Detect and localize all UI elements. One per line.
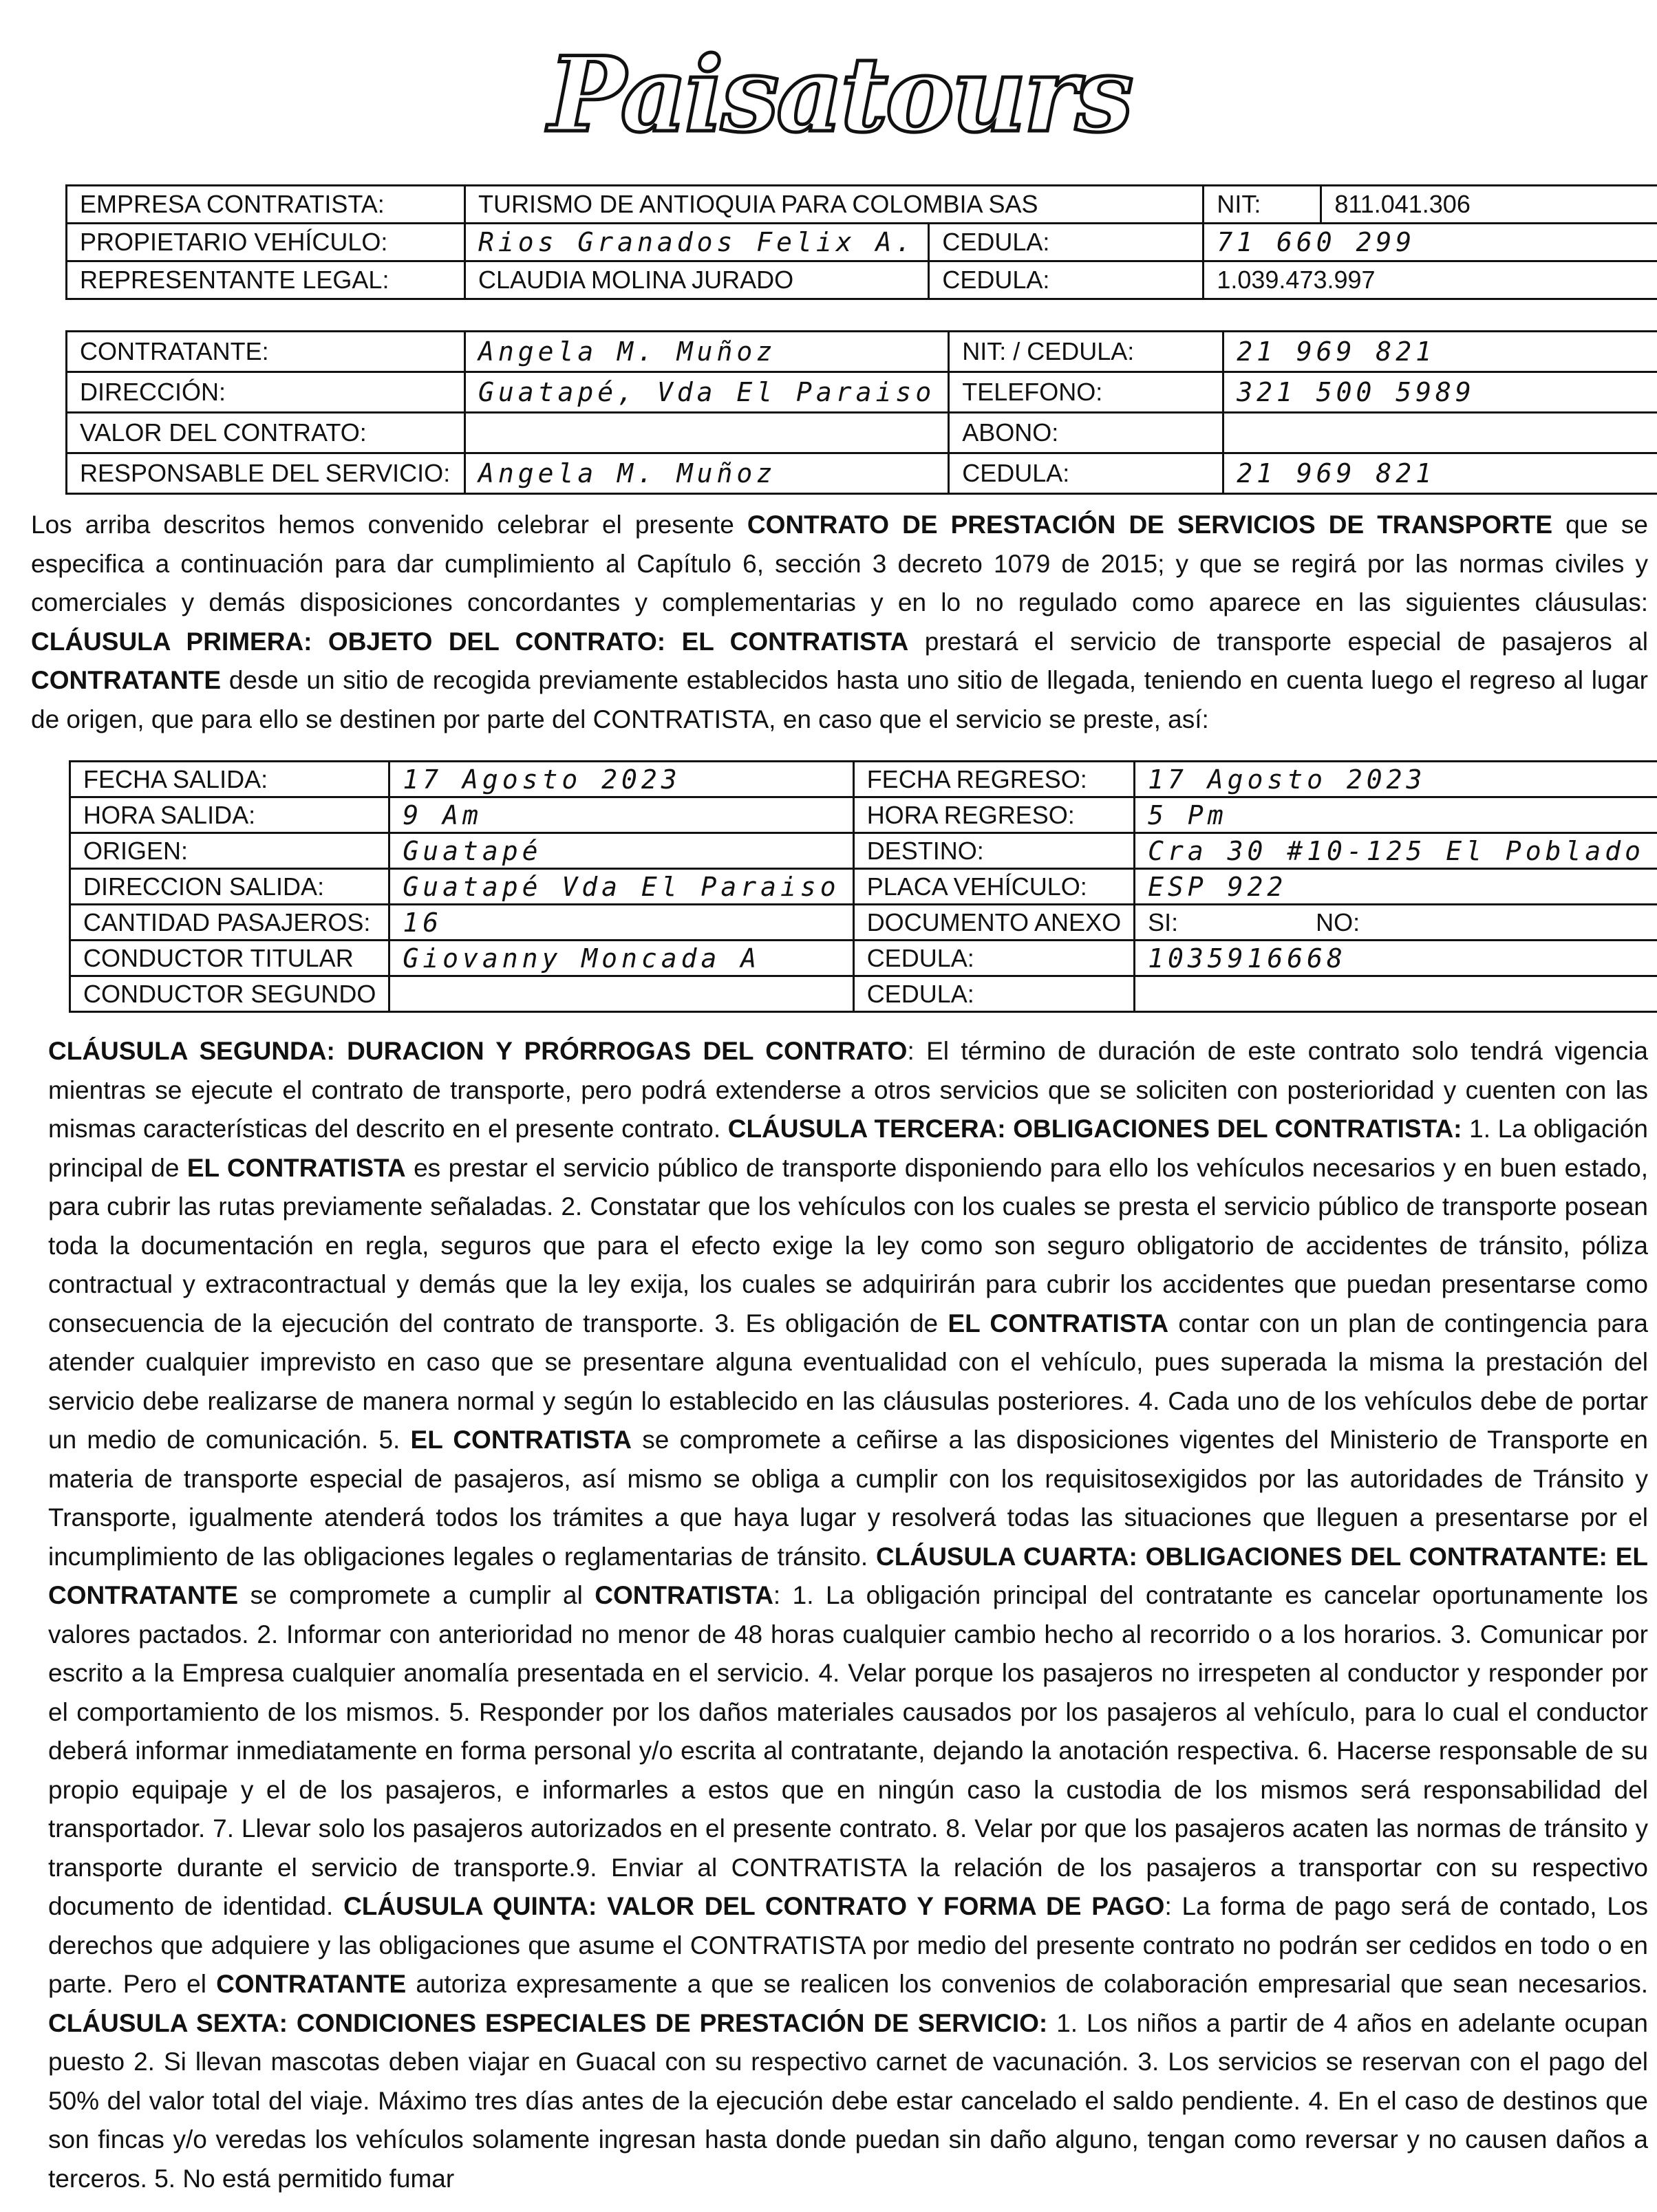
company-info-table	[65, 184, 1657, 300]
field-label: NIT: / CEDULA:	[949, 332, 1223, 372]
bold-text-segment: CLÁUSULA PRIMERA: OBJETO DEL CONTRATO: EL CONTRATISTA	[31, 627, 909, 656]
table-row	[67, 332, 1657, 372]
field-label: DOCUMENTO ANEXO	[853, 905, 1134, 941]
handwritten-value: 9 Am	[389, 797, 853, 833]
text-segment: es prestar el servicio público de transporte disponiendo para ello los vehículos necesarios y en buen estado, para cubrir las rutas previamente señaladas. 2. Constatar que los vehículos con los cuales se presta el servicio público de transporte posean toda la documentación en regla, seguros que para el efecto exige la ley como son seguro obligatorio de accidentes de tránsito, póliza contractual y extracontractual y demás que la ley exija, los cuales se adquirirán para cubrir los accidentes que puedan presentarse como consecuencia de la ejecución del contrato de transporte. 3. Es obligación de	[48, 1153, 1648, 1338]
text-segment: prestará el servicio de transporte especial de pasajeros al	[908, 627, 1648, 656]
field-label: DIRECCIÓN:	[67, 372, 465, 413]
field-label: CONDUCTOR TITULAR	[70, 941, 389, 976]
field-value: TURISMO DE ANTIOQUIA PARA COLOMBIA SAS	[465, 186, 1204, 224]
bold-text-segment: CLÁUSULA QUINTA: VALOR DEL CONTRATO Y FORMA DE PAGO	[343, 1892, 1165, 1920]
handwritten-value	[1223, 413, 1657, 453]
handwritten-value: Guatapé, Vda El Paraiso	[465, 372, 949, 413]
field-label: TELEFONO:	[949, 372, 1223, 413]
field-label: REPRESENTANTE LEGAL:	[67, 261, 465, 299]
bold-text-segment: CONTRATANTE	[31, 666, 222, 694]
handwritten-value: Rios Granados Felix A.	[465, 224, 929, 261]
table-row	[67, 453, 1657, 494]
table-row	[67, 186, 1657, 224]
bold-text-segment: CONTRATO DE PRESTACIÓN DE SERVICIOS DE TRANSPORTE	[747, 511, 1553, 539]
logo-wordmark: Paisatours	[548, 34, 1131, 155]
company-logo	[544, 21, 1135, 165]
bold-text-segment: CLÁUSULA SEXTA: CONDICIONES ESPECIALES DE PRESTACIÓN DE SERVICIO:	[48, 2008, 1048, 2037]
handwritten-value: 21 969 821	[1223, 332, 1657, 372]
field-label: CEDULA:	[853, 976, 1134, 1012]
nit-cell	[1204, 186, 1657, 224]
bold-text-segment: CLÁUSULA TERCERA: OBLIGACIONES DEL CONTRATISTA:	[727, 1115, 1462, 1143]
intro-paragraph	[31, 506, 1648, 739]
handwritten-value: 321 500 5989	[1223, 372, 1657, 413]
bold-text-segment: CONTRATANTE	[216, 1970, 407, 1998]
field-label: CEDULA:	[929, 261, 1204, 299]
text-segment: se compromete a ceñirse a las disposiciones vigentes del Ministerio de Transporte en materia de transporte especial de pasajeros, así mismo se obliga a cumplir con los requisitosexigidos por las autoridades de Tránsito y Transporte, igualmente atenderá todos los trámites a que haya lugar y resolverá todas las situaciones que lleguen a presentarse por el incumplimiento de las obligaciones legales o reglamentarias de tránsito.	[48, 1426, 1648, 1571]
field-label: ABONO:	[949, 413, 1223, 453]
handwritten-value: Guatapé Vda El Paraiso	[389, 869, 853, 905]
text-segment: 1. Los niños a partir de 4 años en adelante ocupan puesto 2. Si llevan mascotas deben viajar en Guacal con su respectivo carnet de vacunación. 3. Los servicios se reservan con el pago del 50% del valor total del viaje. Máximo tres días antes de la ejecución debe estar cancelado el saldo pendiente. 4. En el caso de destinos que son fincas y/o veredas los vehículos solamente ingresan hasta donde puedan sin daño alguno, tengan como reversar y no causen daños a terceros. 5. No está permitido fumar	[48, 2008, 1648, 2193]
client-info-table	[65, 330, 1657, 495]
field-label: FECHA SALIDA:	[70, 762, 389, 797]
field-label: PROPIETARIO VEHÍCULO:	[67, 224, 465, 261]
field-label: HORA REGRESO:	[853, 797, 1134, 833]
bold-text-segment: CONTRATISTA	[595, 1581, 773, 1609]
field-label: CEDULA:	[853, 941, 1134, 976]
table-row	[70, 797, 1657, 833]
text-segment: 1. La obligación principal de	[48, 1115, 1648, 1182]
handwritten-value: Cra 30 #10-125 El Poblado	[1135, 833, 1657, 869]
handwritten-value: 71 660 299	[1204, 224, 1657, 261]
field-label: DIRECCION SALIDA:	[70, 869, 389, 905]
trip-details-table	[69, 760, 1657, 1013]
bold-text-segment: CLÁUSULA SEGUNDA: DURACION Y PRÓRROGAS DEL CONTRATO	[48, 1037, 908, 1065]
table-row	[70, 941, 1657, 976]
handwritten-value: Giovanny Moncada A	[389, 941, 853, 976]
text-segment: : El término de duración de este contrato solo tendrá vigencia mientras se ejecute el contrato de transporte, pero podrá extenderse a otros servicios que se soliciten con posterioridad y cuenten con las mismas características del descrito en el presente contrato.	[48, 1037, 1648, 1143]
handwritten-value: 1035916668	[1135, 941, 1657, 976]
table-row	[67, 413, 1657, 453]
field-label: CONTRATANTE:	[67, 332, 465, 372]
text-segment: se compromete a cumplir al	[238, 1581, 595, 1609]
table-row	[67, 224, 1657, 261]
handwritten-value: 21 969 821	[1223, 453, 1657, 494]
handwritten-value: 17 Agosto 2023	[389, 762, 853, 797]
field-value: 1.039.473.997	[1204, 261, 1657, 299]
field-label: DESTINO:	[853, 833, 1134, 869]
field-label: VALOR DEL CONTRATO:	[67, 413, 465, 453]
handwritten-value: SI: NO:	[1135, 905, 1657, 941]
text-segment: que se especifica a continuación para dar cumplimiento al Capítulo 6, sección 3 decreto 1079 de 2015; y que se regirá por las normas civiles y comerciales y demás disposiciones concordantes y complementarias y en lo no regulado como aparece en las siguientes cláusulas:	[31, 511, 1649, 616]
text-segment: desde un sitio de recogida previamente establecidos hasta uno sitio de llegada, teniendo en cuenta luego el regreso al lugar de origen, que para ello se destinen por parte del CONTRATISTA, en caso que el servicio se preste, así:	[31, 666, 1648, 733]
text-segment: Los arriba descritos hemos convenido celebrar el presente	[31, 511, 747, 539]
bold-text-segment: CLÁUSULA CUARTA: OBLIGACIONES DEL CONTRATANTE: EL CONTRATANTE	[48, 1542, 1648, 1609]
handwritten-value: Guatapé	[389, 833, 853, 869]
text-segment: : La forma de pago será de contado, Los derechos que adquiere y las obligaciones que asume el CONTRATISTA por medio del presente contrato no podrán ser cedidos en todo o en parte. Pero el	[48, 1892, 1649, 1998]
handwritten-value: Angela M. Muñoz	[465, 332, 949, 372]
field-value: 811.041.306	[1334, 190, 1471, 218]
table-row	[67, 372, 1657, 413]
field-label: CONDUCTOR SEGUNDO	[70, 976, 389, 1012]
field-label: HORA SALIDA:	[70, 797, 389, 833]
table-row	[70, 869, 1657, 905]
handwritten-value: 17 Agosto 2023	[1135, 762, 1657, 797]
field-label: FECHA REGRESO:	[853, 762, 1134, 797]
table-row	[70, 833, 1657, 869]
table-row	[70, 762, 1657, 797]
field-value: CLAUDIA MOLINA JURADO	[465, 261, 929, 299]
handwritten-value: Angela M. Muñoz	[465, 453, 949, 494]
handwritten-value	[389, 976, 853, 1012]
handwritten-value: 16	[389, 905, 853, 941]
field-label: NIT:	[1204, 186, 1322, 222]
table-row	[70, 976, 1657, 1012]
handwritten-value: 5 Pm	[1135, 797, 1657, 833]
field-label: EMPRESA CONTRATISTA:	[67, 186, 465, 224]
field-label: CEDULA:	[949, 453, 1223, 494]
table-row	[67, 261, 1657, 299]
table-row	[70, 905, 1657, 941]
handwritten-value: ESP 922	[1135, 869, 1657, 905]
field-label: CEDULA:	[929, 224, 1204, 261]
field-label: CANTIDAD PASAJEROS:	[70, 905, 389, 941]
handwritten-value	[465, 413, 949, 453]
field-label: ORIGEN:	[70, 833, 389, 869]
field-label: RESPONSABLE DEL SERVICIO:	[67, 453, 465, 494]
text-segment: : 1. La obligación principal del contratante es cancelar oportunamente los valores pactados. 2. Informar con anterioridad no menor de 48 horas cualquier cambio hecho al recorrido o a los horarios. 3. Comunicar por escrito a la Empresa cualquier anomalía presentada en el servicio. 4. Velar porque los pasajeros no irrespeten al conductor y responder por el comportamiento de los mismos. 5. Responder por los daños materiales causados por los pasajeros al vehículo, para lo cual el conductor deberá informar inmediatamente en forma personal y/o escrita al contratante, dejando la anotación respectiva. 6. Hacerse responsable de su propio equipaje y el de los pasajeros, e informarles a estos que en ningún caso la custodia de los mismos será responsabilidad del transportador. 7. Llevar solo los pasajeros autorizados en el presente contrato. 8. Velar por que los pasajeros acaten las normas de tránsito y transporte durante el servicio de transporte.9. Enviar al CONTRATISTA la relación de los pasajeros a transportar con su respectivo documento de identidad.	[48, 1581, 1648, 1920]
text-segment: autoriza expresamente a que se realicen los convenios de colaboración empresarial que sean necesarios.	[406, 1970, 1649, 1998]
bold-text-segment: EL CONTRATISTA	[410, 1426, 632, 1454]
clauses-paragraph	[48, 1032, 1648, 2198]
bold-text-segment: EL CONTRATISTA	[186, 1153, 406, 1182]
handwritten-value	[1135, 976, 1657, 1012]
field-label: PLACA VEHÍCULO:	[853, 869, 1134, 905]
bold-text-segment: EL CONTRATISTA	[948, 1309, 1169, 1338]
text-segment: contar con un plan de contingencia para atender cualquier imprevisto en caso que se presentare alguna eventualidad con el vehículo, pues superada la misma la prestación del servicio debe realizarse de manera normal y según lo establecido en las cláusulas posteriores. 4. Cada uno de los vehículos debe de portar un medio de comunicación. 5.	[48, 1309, 1649, 1454]
